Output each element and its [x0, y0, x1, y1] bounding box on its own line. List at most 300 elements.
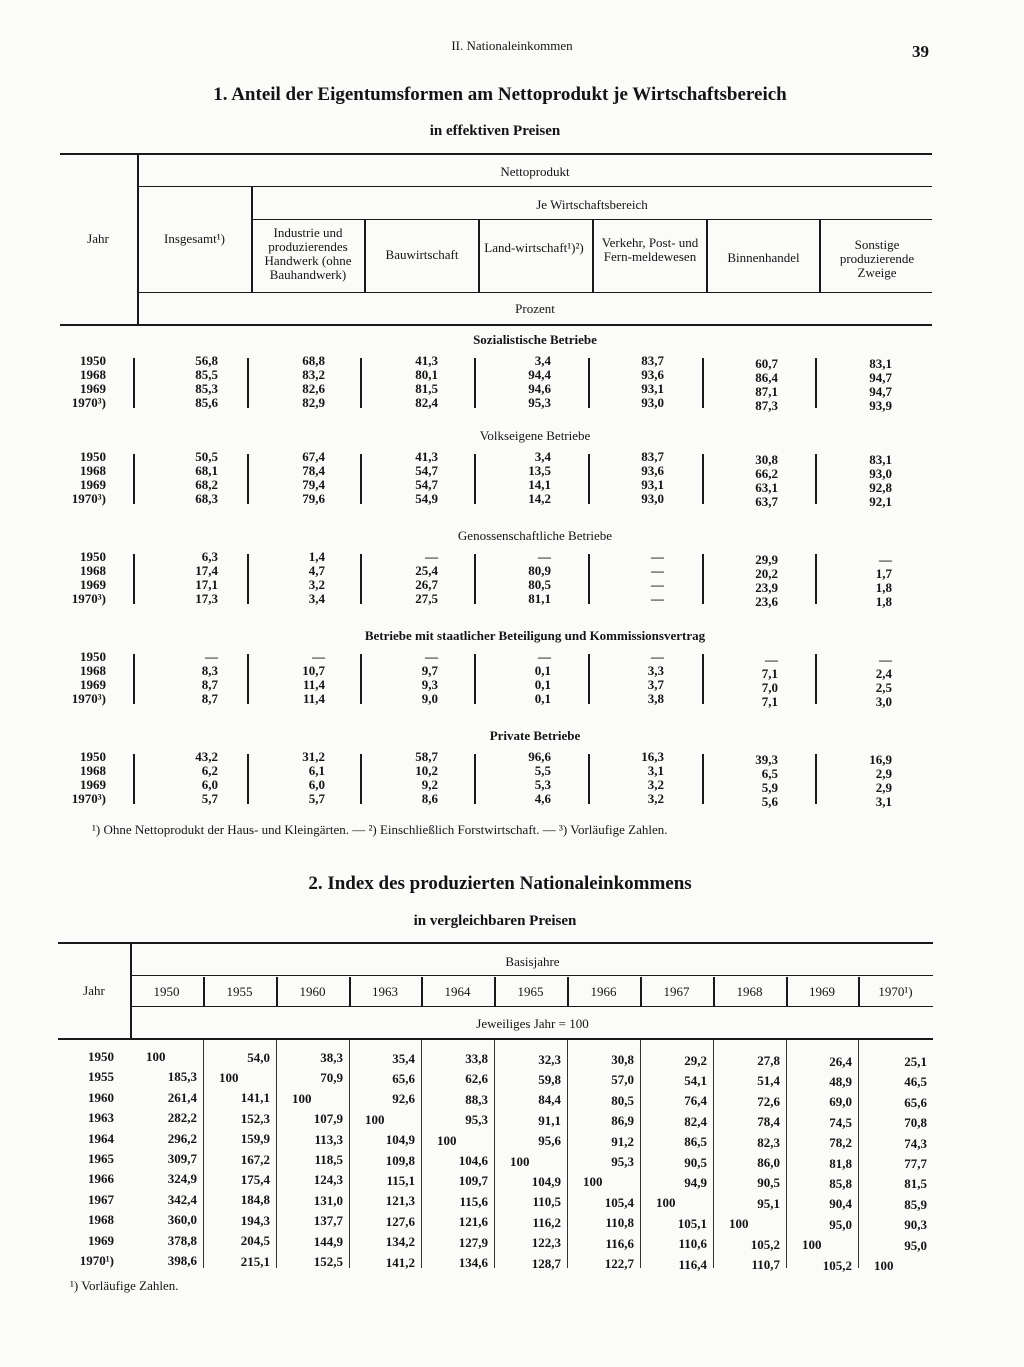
table2-base-year: 1950: [153, 984, 180, 999]
table1-cell: 11,4: [302, 677, 325, 692]
table1-year: 1968: [80, 763, 106, 778]
table1-cell: —: [538, 549, 551, 564]
table2-cell: 100: [510, 1153, 530, 1169]
table2-cell: 137,7: [313, 1213, 343, 1229]
table1-cell: —: [651, 591, 664, 606]
table1-cell: 1,4: [308, 549, 325, 564]
table1-cell: 7,0: [761, 680, 778, 695]
table1-col-insgesamt: Insgesamt¹): [164, 231, 225, 246]
table1-cell: 5,7: [308, 791, 325, 806]
table2-column-rule: [858, 1040, 859, 1268]
table1-cell: —: [879, 652, 892, 667]
table1-cell: 2,9: [875, 780, 892, 795]
table1-year: 1970³): [71, 491, 106, 506]
table1-cell: 68,1: [195, 463, 218, 478]
table1-cell: 63,7: [755, 494, 778, 509]
table1-cell: —: [538, 649, 551, 664]
table1-year: 1970³): [71, 791, 106, 806]
table1-cell: 63,1: [755, 480, 778, 495]
table1-col-verkehr: Verkehr, Post- und Fern-meldewesen: [601, 235, 699, 264]
table1-cell: 81,1: [528, 591, 551, 606]
table1-column-rule: [360, 358, 362, 408]
table2-cell: 74,3: [904, 1135, 927, 1151]
table2-cell: 95,0: [904, 1237, 927, 1253]
table2-cell: 46,5: [904, 1074, 927, 1090]
table2-subtitle: in vergleichbaren Preisen: [413, 913, 577, 929]
table2-cell: 80,5: [611, 1092, 634, 1108]
table1-cell: 16,3: [641, 749, 664, 764]
table2-cell: 82,4: [684, 1113, 707, 1129]
table2-cell: 116,6: [605, 1235, 634, 1251]
table2-cell: 105,4: [604, 1194, 634, 1210]
table2-cell: 215,1: [240, 1253, 270, 1269]
table1-column-rule: [702, 654, 704, 704]
table2-cell: 121,6: [458, 1214, 488, 1230]
table1-cell: 14,2: [528, 491, 551, 506]
page-number: 39: [912, 42, 929, 61]
table2-column-rule: [349, 1040, 350, 1268]
table2-base-year: 1960: [299, 984, 326, 999]
table1-rule: [138, 186, 932, 187]
table1-year: 1969: [80, 577, 106, 592]
table1-cell: —: [312, 649, 325, 664]
table1-cell: 85,5: [195, 367, 218, 382]
table1-cell: 6,5: [761, 766, 778, 781]
table1-column-rule: [815, 454, 817, 504]
table1-cell: 94,4: [528, 367, 551, 382]
table1-cell: 14,1: [528, 477, 551, 492]
table2-cell: 105,2: [750, 1236, 780, 1252]
table2-cell: 29,2: [684, 1052, 707, 1068]
table2-cell: 144,9: [313, 1233, 343, 1249]
table1-cell: 4,6: [534, 791, 551, 806]
table2-cell: 296,2: [167, 1130, 197, 1146]
table1-cell: 3,4: [534, 353, 551, 368]
table1-cell: 6,1: [308, 763, 325, 778]
table1-footnote: ¹) Ohne Nettoprodukt der Haus- und Kleingärten. — ²) Einschließlich Forstwirtschaft. — ³) Vorläufige Zahlen.: [92, 822, 668, 837]
table2-cell: 100: [437, 1132, 457, 1148]
table1-cell: 8,7: [201, 691, 218, 706]
table1-cell: —: [651, 649, 664, 664]
table1-column-rule: [474, 754, 476, 804]
table1-rule: [819, 219, 821, 292]
table1-column-rule: [360, 754, 362, 804]
table1-col-landwirtschaft: Land-wirtschaft¹)²): [484, 240, 584, 255]
table1-col-industrie: Industrie und produzierendes Handwerk (ohne Bauhandwerk): [264, 225, 352, 282]
table1-cell: 93,0: [641, 491, 664, 506]
table1-cell: 3,0: [875, 694, 892, 709]
table2-cell: 95,3: [465, 1112, 488, 1128]
table1-column-rule: [247, 454, 249, 504]
table1-cell: 54,7: [415, 463, 438, 478]
table2-cell: 94,9: [684, 1174, 707, 1190]
table1-column-rule: [247, 654, 249, 704]
table2-cell: 398,6: [167, 1253, 197, 1268]
table1-cell: 11,4: [302, 691, 325, 706]
table1-cell: 82,6: [302, 381, 325, 396]
table2-row-year: 1950: [88, 1049, 114, 1064]
table2-row-year: 1970¹): [79, 1253, 114, 1268]
table1-column-rule: [133, 754, 135, 804]
table2-column-rule: [203, 1040, 204, 1268]
table1-cell: 50,5: [195, 449, 218, 464]
table1-cell: —: [765, 652, 778, 667]
table1-cell: 8,6: [421, 791, 438, 806]
table2-cell: 110,5: [532, 1194, 561, 1210]
table1-cell: —: [425, 649, 438, 664]
table1-cell: 94,6: [528, 381, 551, 396]
table1-cell: 0,1: [534, 677, 551, 692]
table2-cell: 70,9: [320, 1070, 343, 1086]
table2-row-year: 1964: [88, 1130, 114, 1146]
table2-cell: 82,3: [757, 1134, 780, 1150]
table1-cell: 26,7: [415, 577, 438, 592]
table2-column-rule: [786, 1040, 787, 1268]
table2-row-year: 1955: [88, 1069, 114, 1085]
table1-cell: 1,8: [875, 594, 892, 609]
table1-cell: 92,1: [869, 494, 892, 509]
table2-row-year: 1965: [88, 1151, 114, 1166]
table2-base-year: 1969: [809, 984, 835, 999]
table2-base-year: 1964: [444, 984, 471, 999]
table1-cell: —: [205, 649, 218, 664]
table1-column-rule: [133, 454, 135, 504]
table1-cell: 82,9: [302, 395, 325, 410]
table1-cell: 17,3: [195, 591, 218, 606]
table1-cell: 2,4: [875, 666, 892, 681]
table1-head-nettoprodukt: Nettoprodukt: [500, 164, 570, 179]
table1-cell: 83,7: [641, 449, 664, 464]
table1-cell: —: [651, 563, 664, 578]
table1-cell: 7,1: [761, 666, 778, 681]
table2-cell: 115,6: [459, 1193, 488, 1209]
table1-cell: 9,7: [421, 663, 438, 678]
table1-column-rule: [474, 358, 476, 408]
table2-cell: 124,3: [313, 1172, 343, 1188]
table2-cell: 104,9: [385, 1132, 415, 1148]
table2-cell: 86,0: [757, 1155, 780, 1170]
table2-column-rule: [640, 1040, 641, 1268]
table2-cell: 152,3: [240, 1110, 270, 1126]
table1-cell: 39,3: [755, 752, 778, 767]
table2-cell: 110,8: [605, 1215, 634, 1231]
table2-cell: 65,6: [392, 1070, 415, 1086]
table1-cell: 2,9: [875, 766, 892, 781]
table1-column-rule: [474, 554, 476, 604]
table2-cell: 127,6: [385, 1213, 415, 1229]
table1-column-rule: [360, 554, 362, 604]
table1-cell: 67,4: [302, 449, 325, 464]
table2-cell: 100: [365, 1111, 385, 1127]
table1-section-title: Genossenschaftliche Betriebe: [457, 528, 613, 543]
table1-cell: 3,4: [534, 449, 551, 464]
table1-cell: 41,3: [415, 449, 438, 464]
table1-column-rule: [815, 358, 817, 408]
table1-cell: 10,7: [302, 663, 325, 678]
table1-column-rule: [360, 454, 362, 504]
table1-rule: [478, 219, 480, 292]
table2-cell: 27,8: [757, 1053, 780, 1068]
table1-cell: 5,6: [761, 794, 778, 809]
table2-cell: 90,5: [684, 1154, 707, 1170]
table2-cell: 91,2: [611, 1133, 634, 1149]
table2-cell: 342,4: [167, 1191, 197, 1207]
table2-cell: 184,8: [240, 1192, 270, 1208]
table2-cell: 38,3: [320, 1050, 343, 1065]
table2-cell: 69,0: [829, 1094, 852, 1110]
table1-cell: 87,1: [755, 384, 778, 399]
table1-cell: 6,0: [201, 777, 218, 792]
table2-cell: 90,3: [904, 1217, 927, 1233]
table1-section-title: Sozialistische Betriebe: [473, 332, 597, 347]
table1-year: 1968: [80, 563, 106, 578]
table2-row-year: 1960: [88, 1089, 114, 1105]
table1-cell: 7,1: [761, 694, 778, 709]
table2-cell: 141,2: [385, 1254, 415, 1270]
table1-cell: 66,2: [755, 466, 778, 481]
table1-year: 1950: [80, 649, 106, 664]
table2-cell: 70,8: [904, 1115, 927, 1131]
table2-cell: 100: [802, 1237, 822, 1253]
table1-year: 1950: [80, 353, 106, 368]
table1-cell: 80,1: [415, 367, 438, 382]
table1-cell: 1,8: [875, 580, 892, 595]
table1-cell: 93,6: [641, 463, 664, 478]
table2-cell: 100: [729, 1216, 749, 1232]
table2-cell: 100: [146, 1049, 166, 1064]
table2-cell: 261,4: [167, 1089, 197, 1105]
table1-cell: 10,2: [415, 763, 438, 778]
table1-cell: 83,7: [641, 353, 664, 368]
table2-cell: 282,2: [167, 1110, 197, 1126]
table1-top-rule: [60, 153, 932, 155]
table1-cell: 93,6: [641, 367, 664, 382]
table1-cell: —: [651, 577, 664, 592]
table1-cell: 3,4: [308, 591, 325, 606]
table1-cell: 23,9: [755, 580, 778, 595]
table2-cell: 54,1: [684, 1072, 707, 1088]
table2-cell: 194,3: [240, 1212, 270, 1228]
table2-cell: 116,2: [532, 1214, 561, 1230]
table2-cell: 115,1: [386, 1172, 415, 1188]
table2-top-rule: [58, 942, 933, 944]
table1-cell: 79,4: [302, 477, 325, 492]
table2-row-year: 1967: [88, 1191, 114, 1207]
table1-cell: 8,3: [201, 663, 218, 678]
table2-cell: 59,8: [538, 1071, 561, 1087]
table1-cell: 43,2: [195, 749, 218, 764]
table2-cell: 81,8: [829, 1155, 852, 1171]
table1-section-title: Betriebe mit staatlicher Beteiligung und Kommissionsvertrag: [364, 628, 706, 643]
table2-cell: 30,8: [611, 1052, 634, 1067]
table1-cell: 3,2: [308, 577, 325, 592]
table1-cell: 25,4: [415, 563, 438, 578]
table1-cell: 5,7: [201, 791, 218, 806]
table2-cell: 309,7: [167, 1151, 197, 1166]
table1-year: 1950: [80, 749, 106, 764]
table2-row-year: 1968: [88, 1212, 114, 1228]
table2-cell: 134,6: [458, 1255, 488, 1270]
table2-cell: 92,6: [392, 1091, 415, 1107]
table2-cell: 110,7: [751, 1257, 780, 1272]
table2-column-rule: [494, 1040, 495, 1268]
table1-column-rule: [815, 654, 817, 704]
table1-column-rule: [588, 654, 590, 704]
table1-cell: 68,8: [302, 353, 325, 368]
table1-cell: 78,4: [302, 463, 325, 478]
table2-cell: 51,4: [757, 1073, 780, 1089]
table1-cell: 93,0: [869, 466, 892, 481]
table2-cell: 74,5: [829, 1114, 852, 1130]
table1-year: 1968: [80, 663, 106, 678]
table1-cell: —: [651, 549, 664, 564]
table1-cell: 3,1: [875, 794, 892, 809]
table2-cell: 78,4: [757, 1114, 780, 1130]
table1-cell: 6,0: [308, 777, 325, 792]
table1-cell: 9,0: [421, 691, 438, 706]
table1-column-rule: [702, 358, 704, 408]
table2-row-year: 1963: [88, 1110, 114, 1126]
table2-cell: 65,6: [904, 1094, 927, 1110]
table1-cell: 3,1: [647, 763, 664, 778]
table1-cell: 80,9: [528, 563, 551, 578]
table1-cell: 3,2: [647, 791, 664, 806]
table1-cell: 27,5: [415, 591, 438, 606]
table2-cell: 26,4: [829, 1053, 852, 1069]
table2-cell: 152,5: [313, 1254, 343, 1269]
table2-cell: 167,2: [240, 1151, 270, 1167]
table1-section-title: Volkseigene Betriebe: [479, 428, 591, 443]
table1-cell: 83,2: [302, 367, 325, 382]
table1-year: 1969: [80, 381, 106, 396]
table1-cell: 83,1: [869, 452, 892, 467]
table2-head-basisjahre: Basisjahre: [505, 954, 560, 969]
table2-cell: 118,5: [314, 1152, 343, 1167]
table1-title: 1. Anteil der Eigentumsformen am Nettoprodukt je Wirtschaftsbereich: [213, 84, 787, 105]
table1-cell: 54,7: [415, 477, 438, 492]
table1-cell: 1,7: [875, 566, 892, 581]
table1-cell: 3,8: [647, 691, 664, 706]
table1-head-je: Je Wirtschaftsbereich: [536, 197, 648, 212]
table2-cell: 116,4: [678, 1256, 707, 1272]
table2-cell: 378,8: [167, 1232, 197, 1248]
table2-base-year: 1968: [736, 984, 763, 999]
table1-head-rule: [60, 324, 932, 326]
table2-cell: 324,9: [167, 1171, 197, 1187]
table2-footnote: ¹) Vorläufige Zahlen.: [70, 1278, 179, 1293]
table1-year: 1970³): [71, 591, 106, 606]
table1-cell: 5,3: [534, 777, 551, 792]
table1-year: 1969: [80, 777, 106, 792]
table1-cell: 13,5: [528, 463, 551, 478]
table1-year: 1968: [80, 367, 106, 382]
table1-cell: 68,3: [195, 491, 218, 506]
table2-cell: 90,4: [829, 1196, 852, 1212]
table1-cell: 95,3: [528, 395, 551, 410]
table1-cell: 94,7: [869, 370, 892, 385]
table1-cell: 2,5: [875, 680, 892, 695]
table2-cell: 204,5: [240, 1233, 270, 1249]
table2-cell: 122,3: [531, 1235, 561, 1251]
table2-cell: 81,5: [904, 1176, 927, 1192]
table1-cell: 16,9: [869, 752, 892, 767]
table2-cell: 95,3: [611, 1154, 634, 1169]
table2-base-year: 1963: [372, 984, 398, 999]
table2-cell: 121,3: [385, 1193, 415, 1209]
table2-cell: 122,7: [604, 1256, 634, 1271]
table2-cell: 185,3: [167, 1069, 197, 1085]
table2-cell: 90,5: [757, 1175, 780, 1191]
table1-cell: 58,7: [415, 749, 438, 764]
table2-cell: 32,3: [538, 1051, 561, 1067]
table1-head-unit: Prozent: [515, 301, 555, 316]
table1-rule: [138, 292, 932, 293]
table2-cell: 109,7: [458, 1173, 488, 1189]
table2-cell: 48,9: [829, 1073, 852, 1089]
table1-subtitle: in effektiven Preisen: [429, 123, 561, 139]
table1-section-title: Private Betriebe: [489, 728, 581, 743]
table2-cell: 86,9: [611, 1113, 634, 1129]
table1-year: 1968: [80, 463, 106, 478]
running-title: II. Nationaleinkommen: [451, 38, 573, 53]
table2-cell: 360,0: [167, 1212, 197, 1228]
table1-column-rule: [588, 754, 590, 804]
table2-cell: 33,8: [465, 1051, 488, 1066]
table2-column-rule: [421, 1040, 422, 1268]
table2-rule: [132, 1006, 933, 1007]
table1-cell: 41,3: [415, 353, 438, 368]
table2-cell: 86,5: [684, 1134, 707, 1150]
table2-cell: 91,1: [538, 1112, 561, 1128]
table1-cell: 54,9: [415, 491, 438, 506]
table1-year: 1969: [80, 677, 106, 692]
table1-cell: 9,2: [421, 777, 438, 792]
table2-cell: 95,0: [829, 1216, 852, 1232]
table1-year: 1950: [80, 549, 106, 564]
table1-head-jahr: Jahr: [87, 231, 109, 246]
table1-cell: 85,6: [195, 395, 218, 410]
table2-row-year: 1969: [88, 1232, 114, 1248]
table2-cell: 110,6: [678, 1236, 707, 1252]
table2-cell: 105,1: [677, 1215, 707, 1231]
table1-cell: 31,2: [302, 749, 325, 764]
table1-column-rule: [702, 554, 704, 604]
table2-cell: 77,7: [904, 1156, 927, 1171]
table2-cell: 105,2: [822, 1257, 852, 1273]
table2-base-year: 1955: [226, 984, 253, 999]
table1-column-rule: [133, 358, 135, 408]
table1-column-rule: [474, 454, 476, 504]
table2-cell: 85,9: [904, 1196, 927, 1212]
table2-cell: 134,2: [385, 1234, 415, 1250]
table1-col-bauwirtschaft: Bauwirtschaft: [385, 247, 459, 262]
table1-cell: 93,1: [641, 477, 664, 492]
table1-year: 1969: [80, 477, 106, 492]
table1-cell: 0,1: [534, 663, 551, 678]
table1-cell: 85,3: [195, 381, 218, 396]
table2-cell: 76,4: [684, 1093, 707, 1109]
table1-cell: 56,8: [195, 353, 218, 368]
table2-cell: 95,6: [538, 1133, 561, 1149]
table2-title: 2. Index des produzierten Nationaleinkommens: [308, 873, 692, 894]
table2-cell: 54,0: [247, 1049, 270, 1065]
table1-column-rule: [588, 358, 590, 408]
table1-cell: 93,9: [869, 398, 892, 413]
table2-cell: 141,1: [240, 1090, 270, 1106]
table2-base-year: 1970¹): [878, 984, 913, 999]
table1-column-rule: [247, 358, 249, 408]
table1-column-rule: [247, 754, 249, 804]
